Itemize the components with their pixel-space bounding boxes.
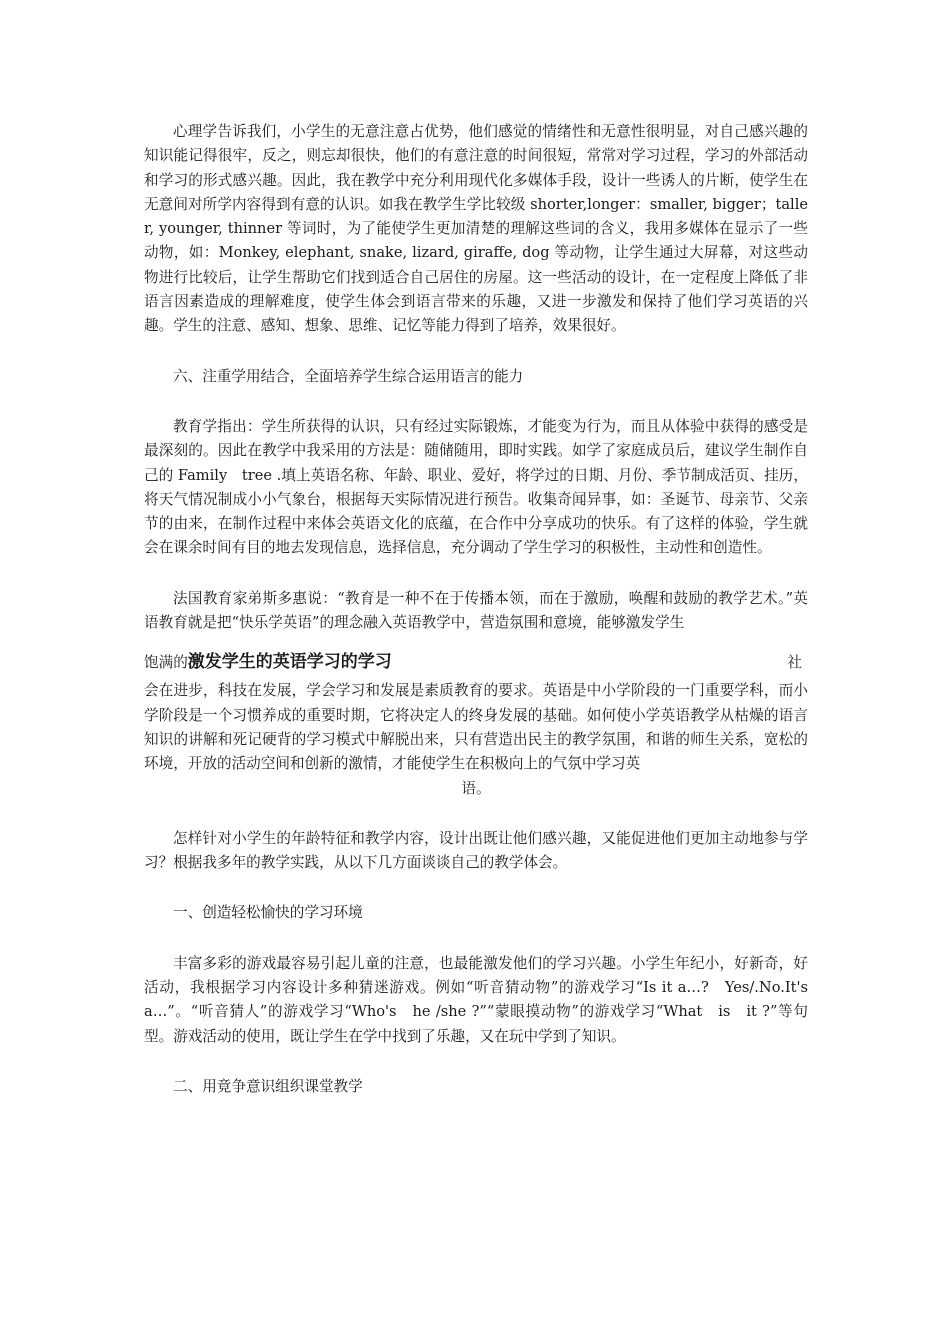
paragraph-society: 会在进步，科技在发展，学会学习和发展是素质教育的要求。英语是中小学阶段的一门重要学科，而小学阶段是一个习惯养成的重要时期，它将决定人的终身发展的基础。如何使小学英语教学从枯燥的语言知识的讲解和死记硬背的学习模式中解脱出来，只有营造出民主的教学氛围，和谐的师生关系，宽松的环境，开放的活动空间和创新的激情，才能使学生在积极向上的气氛中学习英 <box>144 682 808 773</box>
document-title: 激发学生的英语学习的学习 <box>187 652 392 673</box>
paragraph-intro: 怎样针对小学生的年龄特征和教学内容，设计出既让他们感兴趣，又能促进他们更加主动地参与学习？根据我多年的教学实践，从以下几方面谈谈自己的教学体会。 <box>144 829 808 872</box>
section-heading-one: 一、创造轻松愉快的学习环境 <box>173 904 363 922</box>
paragraph-practice: 教育学指出：学生所获得的认识，只有经过实际锻炼，才能变为行为，而且从体验中获得的感受是最深刻的。因此在教学中我采用的方法是：随储随用，即时实践。如学了家庭成员后，建议学生制作自己的 Family tree .填上英语名称、年龄、职业、爱好，将学过的日期、月份、季节制成活页、挂历，将天气情况制成小小气象台，根据每天实际情况进行预告。收集奇闻异事，如：圣诞节、母亲节、父亲节的由来，在制作过程中来体会英语文化的底蕴，在合作中分享成功的快乐。有了这样的体验，学生就会在课余时间有目的地去发现信息，选择信息，充分调动了学生学习的积极性，主动性和创造性。 <box>144 417 808 557</box>
title-line <box>144 647 808 677</box>
section-heading-six: 六、注重学用结合，全面培养学生综合运用语言的能力 <box>173 367 524 385</box>
paragraph-multimedia: 心理学告诉我们，小学生的无意注意占优势，他们感觉的情绪性和无意性很明显，对自己感兴趣的知识能记得很牢，反之，则忘却很快，他们的有意注意的时间很短，常常对学习过程，学习的外部活动和学习的形式感兴趣。因此，我在教学中充分利用现代化多媒体手段，设计一些诱人的片断，使学生在无意间对所学内容得到有意的认识。如我在教学生学比较级 shorter,longer：smaller, bigger；taller, younger, thinner 等词时，为了能使学生更加清楚的理解这些词的含义，我用多媒体在显示了一些动物，如：Monkey, elephant, snake, lizard, giraffe, dog 等动物，让学生通过大屏幕，对这些动物进行比较后，让学生帮助它们找到适合自己居住的房屋。这一些活动的设计，在一定程度上降低了非语言因素造成的理解难度，使学生体会到语言带来的乐趣，又进一步激发和保持了他们学习英语的兴趣。学生的注意、感知、想象、思维、记忆等能力得到了培养，效果很好。 <box>144 123 808 335</box>
paragraph-society-last-line: 语。 <box>461 779 491 797</box>
document-page <box>144 120 823 1099</box>
title-suffix: 社 <box>787 654 802 672</box>
paragraph-games: 丰富多彩的游戏最容易引起儿童的注意，也最能激发他们的学习兴趣。小学生年纪小，好新奇，好活动，我根据学习内容设计多种猜迷游戏。例如“听音猜动物”的游戏学习“Is it a…? Yes/.No.It's a…”。“听音猜人”的游戏学习“Who's he /she ?”“蒙眼摸动物”的游戏学习“What is it ?”等句型。游戏活动的使用，既让学生在学中找到了乐趣，又在玩中学到了知识。 <box>144 954 823 1045</box>
title-prefix: 饱满的 <box>144 654 188 672</box>
section-heading-two: 二、用竟争意识组织课堂教学 <box>173 1077 363 1095</box>
paragraph-quote: 法国教育家弟斯多惠说：“教育是一种不在于传播本领，而在于激励，唤醒和鼓励的教学艺术。”英语教育就是把“快乐学英语”的理念融入英语教学中，营造氛围和意境，能够激发学生 <box>144 589 808 632</box>
